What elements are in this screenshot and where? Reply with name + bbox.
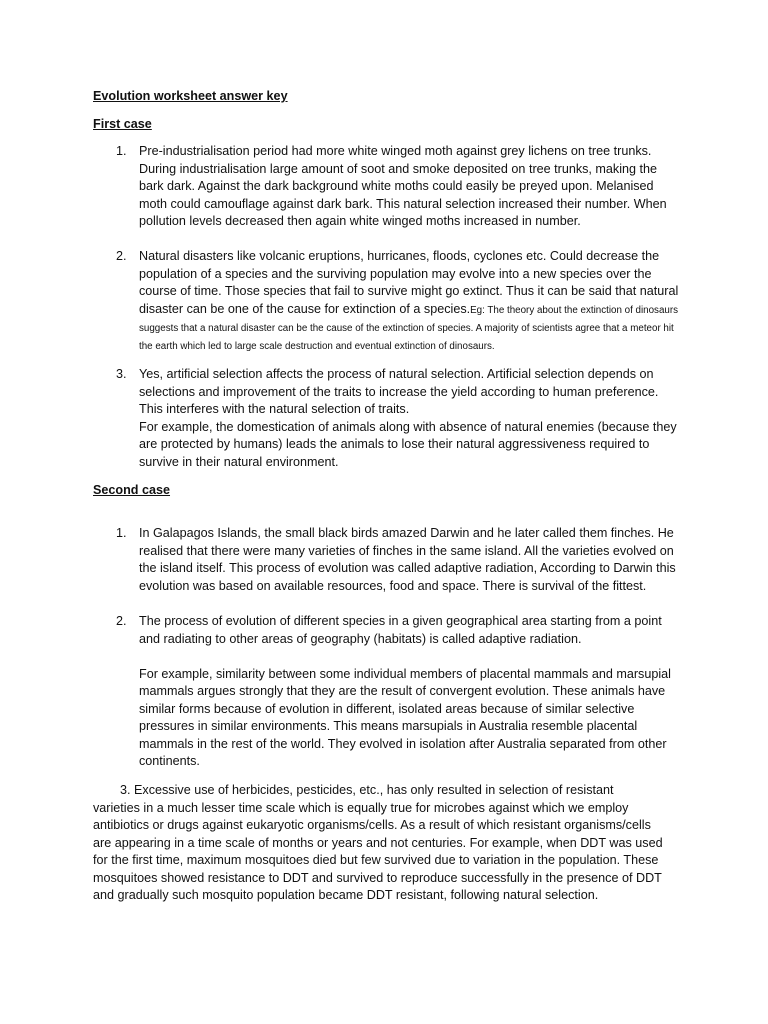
list-number: 1. [116,526,127,540]
list-number: 1. [116,144,127,158]
list-item [139,525,679,595]
paragraph-gap [139,648,679,666]
list-item [139,613,679,771]
list-item [139,143,679,231]
list-item [139,248,679,355]
list-item [139,366,679,471]
list-number: 2. [116,249,127,263]
list-item-example: For example, the domestication of animals along with absence of natural enemies (because they are protected by humans) leads the animals to lose their natural aggressiveness required to survive in their natural environment. [139,419,677,469]
list-item-3-paragraph [93,782,663,905]
document-title: Evolution worksheet answer key [93,89,288,103]
list-item-example: For example, similarity between some individual members of placental mammals and marsupial mammals argues strongly that they are the result of convergent evolution. These animals have similar forms because of evolution in different, isolated areas because of similar selective pressures in similar environments. This means marsupials in Australia resemble placental mammals in the rest of the world. They evolved in isolation after Australia separated from other continents. [139,666,671,768]
list-item-text: The process of evolution of different species in a given geographical area starting from a point and radiating to other areas of geography (habitats) is called adaptive radiation. [139,614,662,646]
list-item-example-text: Eg: The theory about the extinction of dinosaurs suggests that a natural disaster can be the cause of the extinction of species. A majority of scientists agree that a meteor hit the earth which led to large scale destruction and eventual extinction of dinosaurs. [139,304,679,352]
list-item-main-text: Natural disasters like volcanic eruptions, hurricanes, floods, cyclones etc. Could decrease the population of a species and the surviving population may evolve into a new species over the course of time. Those species that fail to survive might go extinct. Thus it can be said that natural disaster can be one of the cause for extinction of a species. [139,249,679,316]
list-number: 3. [116,367,127,381]
list-item-text: In Galapagos Islands, the small black birds amazed Darwin and he later called them finches. He realised that there were many varieties of finches in the same island. All the varieties evolved on the island itself. This process of evolution was called adaptive radiation, According to Darwin this evolution was based on available resources, food and space. There is survival of the fittest. [139,526,676,593]
list-item-text [139,248,679,355]
first-case-heading: First case [93,117,152,131]
list-item-text: Yes, artificial selection affects the process of natural selection. Artificial selection depends on selections and improvement of the traits to increase the yield according to human preference. This interferes with the natural selection of traits. [139,367,659,416]
list-item-text: Pre-industrialisation period had more white winged moth against grey lichens on tree trunks. During industrialisation large amount of soot and smoke deposited on tree trunks, making the bark dark. Against the dark background white moths could easily be preyed upon. Melanised moth could camouflage against dark bark. This natural selection increased their number. When pollution levels decreased then again white winged moths increased in number. [139,144,667,228]
list-item-text [93,782,663,905]
second-case-heading: Second case [93,483,171,497]
list-item-3-text: 3. Excessive use of herbicides, pesticides, etc., has only resulted in selection of resistant varieties in a much lesser time scale which is equally true for microbes against which we employ antibiotics or drugs against eukaryotic organisms/cells. As a result of which resistant organisms/cells are appearing in a time scale of months or years and not centuries. For example, when DDT was used for the first time, maximum mosquitoes died but few survived due to variation in the population. These mosquitoes showed resistance to DDT and survived to reproduce successfully in the presence of DDT and gradually such mosquito population became DDT resistant, following natural selection. [93,783,663,902]
list-number: 2. [116,614,127,628]
